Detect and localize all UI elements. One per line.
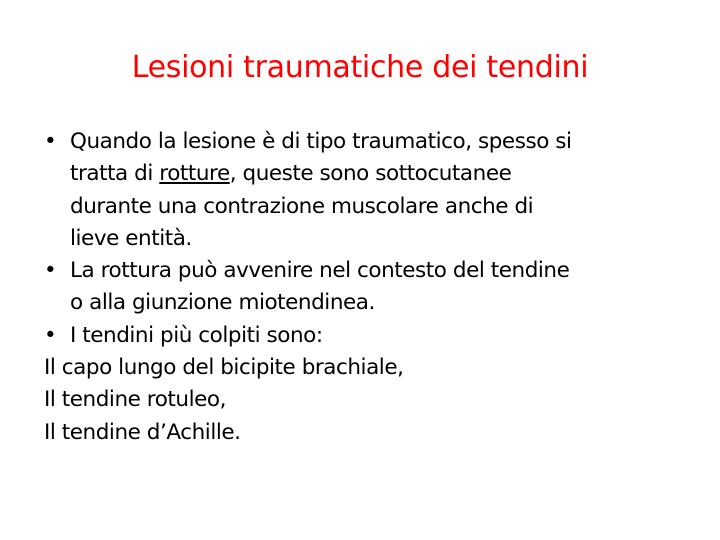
bullet-item xyxy=(44,320,708,352)
bullet-text-fragment: , queste sono sottocutanee xyxy=(229,161,512,187)
slide-title: Lesioni traumatiche dei tendini xyxy=(131,50,589,85)
slide-body xyxy=(44,126,708,449)
bullet-dot-icon: • xyxy=(44,129,57,154)
bullet-text-line: La rottura può avvenire nel contesto del tendine xyxy=(70,258,570,284)
bullet-text-line: o alla giunzione miotendinea. xyxy=(70,290,375,316)
bullet-text-line: durante una contrazione muscolare anche di xyxy=(70,193,534,219)
plain-text-line: Il tendine d’Achille. xyxy=(44,419,241,445)
bullet-dot-icon: • xyxy=(44,322,57,348)
bullet-text-line: Quando la lesione è di tipo traumatico, spesso si xyxy=(70,129,572,154)
bullet-text-line: lieve entità. xyxy=(70,225,192,251)
bullet-item xyxy=(44,255,708,320)
bullet-dot-icon: • xyxy=(44,258,57,284)
plain-text-line: Il tendine rotuleo, xyxy=(44,387,226,413)
underlined-term: rotture xyxy=(159,161,230,187)
bullet-text-line: I tendini più colpiti sono: xyxy=(70,322,323,348)
bullet-item xyxy=(44,126,708,255)
bullet-text-fragment: tratta di xyxy=(70,161,160,187)
bullet-text-line xyxy=(70,158,708,190)
plain-text-line: Il capo lungo del bicipite brachiale, xyxy=(44,355,404,381)
